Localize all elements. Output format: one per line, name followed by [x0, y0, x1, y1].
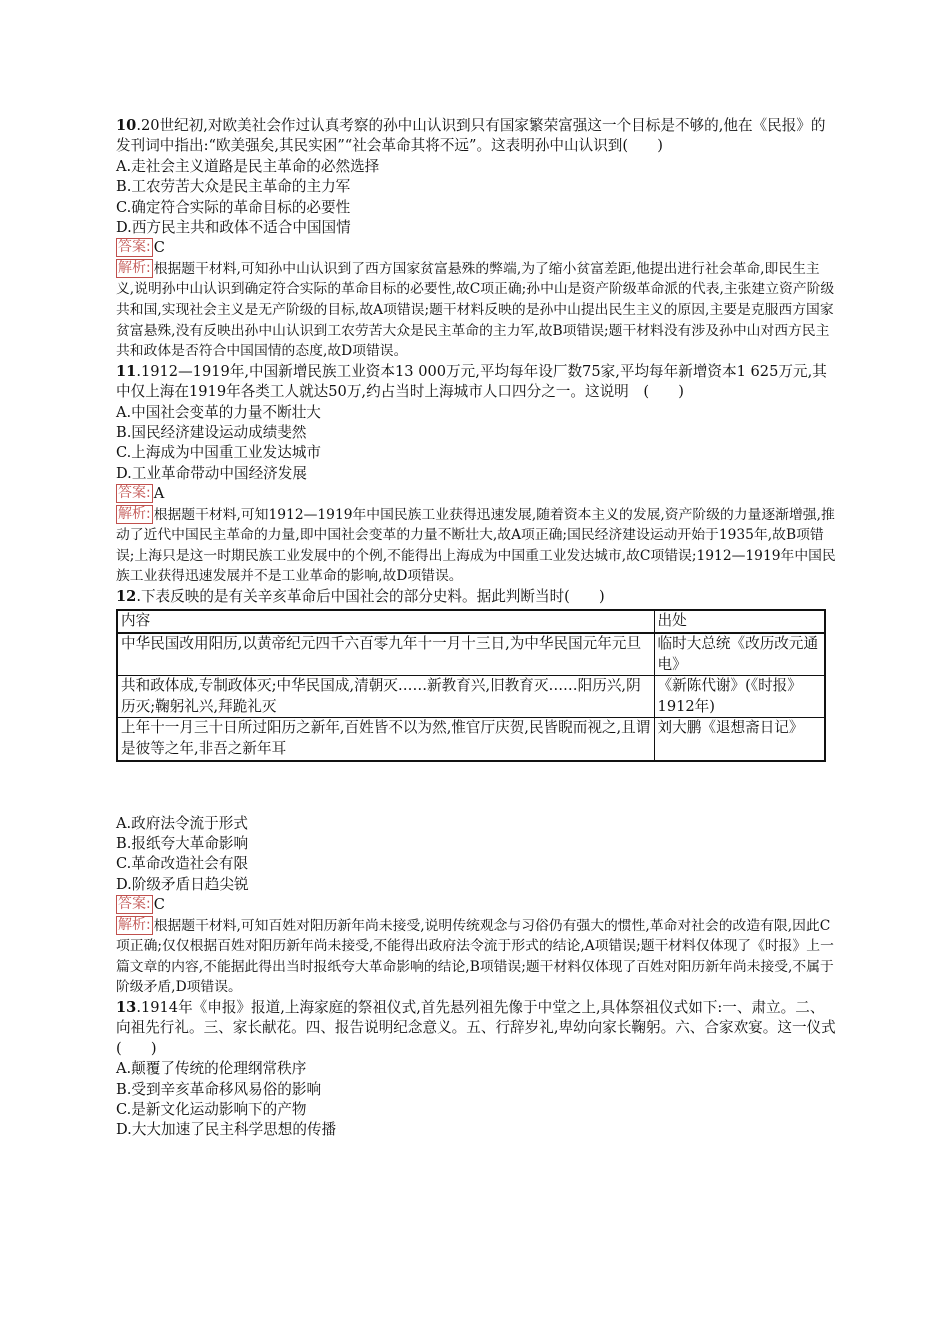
answer-value: C: [153, 896, 165, 914]
answer-line: [116, 484, 836, 504]
option-b: B.工农劳苦大众是民主革命的主力军: [116, 178, 351, 196]
table-row: [117, 676, 825, 718]
option-a: A.政府法令流于形式: [116, 814, 248, 832]
table-row: [117, 718, 825, 761]
analysis-label: 解析:: [118, 259, 151, 276]
question-11: [116, 362, 836, 587]
question-10: [116, 116, 836, 362]
option-d: D.西方民主共和政体不适合中国国情: [116, 219, 351, 237]
analysis-label: 解析:: [118, 505, 151, 522]
analysis-line: [116, 505, 836, 587]
option-d: D.大大加速了民主科学思想的传播: [116, 1121, 337, 1139]
option-c: C.上海成为中国重工业发达城市: [116, 444, 322, 462]
answer-line: [116, 238, 836, 258]
analysis-text: 根据题干材料,可知1912—1919年中国民族工业获得迅速发展,随着资本主义的发展,资产阶级的力量逐渐增强,推动了近代中国民主革命的力量,即中国社会变革的力量不断壮大,故A项正确;国民经济建设运动开始于1935年,故B项错误;上海只是这一时期民族工业发展中的个例,不能得出上海成为中国重工业发达城市,故C项错误;1912—1919年中国民族工业获得迅速发展并不是工业革命的影响,故D项错误。: [116, 506, 836, 585]
option-b: B.受到辛亥革命移风易俗的影响: [116, 1080, 322, 1098]
question-12-stem: 12.下表反映的是有关辛亥革命后中国社会的部分史料。据此判断当时( ): [116, 588, 605, 606]
answer-value: C: [153, 239, 165, 257]
option-c: C.确定符合实际的革命目标的必要性: [116, 198, 351, 216]
question-number: 10: [116, 117, 137, 134]
option-a: A.颠覆了传统的伦理纲常秩序: [116, 1060, 307, 1078]
analysis-label: 解析:: [118, 916, 151, 933]
table-row: [117, 633, 825, 676]
cell-source: 临时大总统《改历改元通电》: [654, 633, 825, 676]
question-number: 12: [116, 588, 137, 606]
option-d: D.阶级矛盾日趋尖锐: [116, 875, 249, 893]
cell-source: 《新陈代谢》(《时报》1912年): [654, 676, 825, 718]
option-a: A.中国社会变革的力量不断壮大: [116, 403, 321, 421]
table-header-row: [117, 610, 825, 633]
option-d: D.工业革命带动中国经济发展: [116, 464, 307, 482]
question-13-stem: 13.1914年《申报》报道,上海家庭的祭祖仪式,首先悬列祖先像于中堂之上,具体祭祖仪式如下:一、肃立。二、向祖先行礼。三、家长献花。四、报告说明纪念意义。五、行辞岁礼,卑幼向家长鞠躬。六、合家欢宴。这一仪式( ): [116, 999, 836, 1057]
answer-label: 答案:: [118, 239, 151, 256]
header-source: 出处: [654, 610, 825, 633]
question-10-stem: 10.20世纪初,对欧美社会作过认真考察的孙中山认识到只有国家繁荣富强这一个目标是不够的,他在《民报》的发刊词中指出:“欧美强矣,其民实困”“社会革命其将不远”。这表明孙中山认识到( ): [116, 117, 826, 155]
option-c: C.革命改造社会有限: [116, 855, 249, 873]
header-content: 内容: [117, 610, 654, 633]
answer-line: [116, 895, 836, 915]
worksheet-page: [116, 116, 836, 1141]
option-b: B.报纸夸大革命影响: [116, 835, 249, 852]
question-11-stem: 11.1912—1919年,中国新增民族工业资本13 000万元,平均每年设厂数75家,平均每年新增资本1 625万元,其中仅上海在1919年各类工人就达50万,约占当时上海城市人口四分之一。这说明 ( ): [116, 362, 827, 401]
question-number: 11: [116, 362, 137, 380]
cell-source: 刘大鹏《退想斋日记》: [654, 718, 825, 761]
analysis-line: [116, 259, 836, 362]
source-table: [116, 609, 826, 761]
cell-content: 上年十一月三十日所过阳历之新年,百姓皆不以为然,惟官厅庆贺,民皆睨而视之,且谓是彼等之年,非吾之新年耳: [117, 718, 654, 761]
question-12: [116, 587, 836, 998]
analysis-text: 根据题干材料,可知百姓对阳历新年尚未接受,说明传统观念与习俗仍有强大的惯性,革命对社会的改造有限,因此C项正确;仅仅根据百姓对阳历新年尚未接受,不能得出政府法令流于形式的结论,A项错误;题干材料仅体现了《时报》上一篇文章的内容,不能据此得出当时报纸夸大革命影响的结论,B项错误;题干材料仅体现了百姓对阳历新年尚未接受,不属于阶级矛盾,D项错误。: [116, 917, 834, 996]
option-b: B.国民经济建设运动成绩斐然: [116, 424, 307, 442]
question-13: [116, 998, 836, 1141]
analysis-line: [116, 916, 836, 998]
answer-value: A: [153, 485, 165, 503]
answer-label: 答案:: [118, 896, 151, 913]
cell-content: 中华民国改用阳历,以黄帝纪元四千六百零九年十一月十三日,为中华民国元年元旦: [117, 633, 654, 676]
analysis-text: 根据题干材料,可知孙中山认识到了西方国家贫富悬殊的弊端,为了缩小贫富差距,他提出进行社会革命,即民生主义,说明孙中山认识到确定符合实际的革命目标的必要性,故C项正确;孙中山是资产阶级革命派的代表,主张建立资产阶级共和国,实现社会主义是无产阶级的目标,故A项错误;题干材料反映的是孙中山提出民生主义的原因,主要是克服西方国家贫富悬殊,没有反映出孙中山认识到工农劳苦大众是民主革命的主力军,故B项错误;题干材料没有涉及孙中山对西方民主共和政体是否符合中国国情的态度,故D项错误。: [116, 260, 835, 360]
option-c: C.是新文化运动影响下的产物: [116, 1101, 307, 1119]
answer-label: 答案:: [118, 485, 151, 502]
cell-content: 共和政体成,专制政体灭;中华民国成,清朝灭……新教育兴,旧教育灭……阳历兴,阴历灭;鞠躬礼兴,拜跪礼灭: [117, 676, 654, 718]
option-a: A.走社会主义道路是民主革命的必然选择: [116, 157, 380, 175]
question-number: 13: [116, 999, 137, 1016]
